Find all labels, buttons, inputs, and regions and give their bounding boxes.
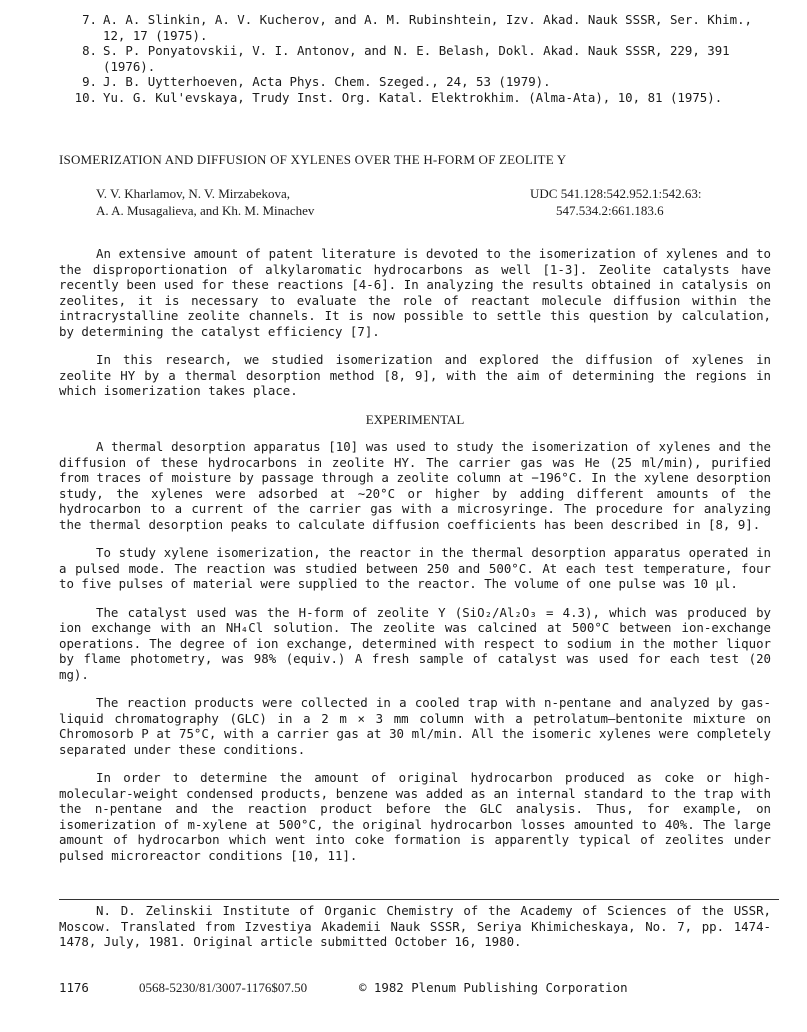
reference-text-continued: (1976). <box>103 58 156 74</box>
page-footer <box>59 980 771 996</box>
article-code: 0568-5230/81/3007-1176$07.50 <box>139 980 308 995</box>
reference-number: 8. <box>82 43 97 58</box>
reference-number: 10. <box>74 89 97 105</box>
footnote <box>59 903 771 950</box>
reference-text: Yu. G. Kul'evskaya, Trudy Inst. Org. Katal. Elektrokhim. (Alma-Ata), 10, 81 (1975). <box>103 89 723 105</box>
body-paragraph: A thermal desorption apparatus [10] was used to study the isomerization of xylenes and the diffusion of these hydrocarbons in zeolite HY. The carrier gas was He (25 ml/min), purified from traces of moisture by passage through a zeolite column at −196°C. In the xylene desorption study, the xylenes were adsorbed at ∼20°C or higher by adding different amounts of the hydrocarbon to a current of the carrier gas with a microsyringe. The procedure for analyzing the thermal desorption peaks to calculate diffusion coefficients has been described in [8, 9]. <box>59 439 771 532</box>
body-paragraph: The catalyst used was the H-form of zeolite Y (SiO₂/Al₂O₃ = 4.3), which was produced by ion exchange with an NH₄Cl solution. The zeolite was calcined at 500°C between ion-exchange operations. The degree of ion exchange, determined with respect to sodium in the mother liquor by flame photometry, was 98% (equiv.) A fresh sample of catalyst was used for each test (20 mg). <box>59 604 771 682</box>
reference-number: 7. <box>82 12 97 27</box>
body-paragraph: To study xylene isomerization, the reactor in the thermal desorption apparatus operated in a pulsed mode. The reaction was studied between 250 and 500°C. At each test temperature, four to five pulses of material were supplied to the reactor. The volume of one pulse was 10 μl. <box>59 545 771 591</box>
reference-number: 9. <box>82 74 97 89</box>
footnote-text: N. D. Zelinskii Institute of Organic Chemistry of the Academy of Sciences of the USSR, Moscow. Translated from Izvestiya Akademii Nauk SSSR, Seriya Khimicheskaya, No. 7, pp. 1474-1478, July, 1981. Original article submitted October 16, 1980. <box>59 903 771 949</box>
reference-item <box>37 74 757 90</box>
reference-item <box>37 90 757 106</box>
author-list <box>96 185 456 219</box>
reference-text: A. A. Slinkin, A. V. Kucherov, and A. M. Rubinshtein, Izv. Akad. Nauk SSSR, Ser. Khim., <box>103 12 753 27</box>
body-paragraph: The reaction products were collected in a cooled trap with n-pentane and analyzed by gas-liquid chromatography (GLC) in a 2 m × 3 mm column with a petrolatum—bentonite mixture on Chromosorb P at 75°C, with a carrier gas at 30 ml/min. All the isomeric xylenes were completely separated under these conditions. <box>59 695 771 757</box>
reference-text: J. B. Uytterhoeven, Acta Phys. Chem. Szeged., 24, 53 (1979). <box>103 74 551 89</box>
reference-text: S. P. Ponyatovskii, V. I. Antonov, and N. E. Belash, Dokl. Akad. Nauk SSSR, 229, 391 <box>103 43 730 58</box>
author-line: V. V. Kharlamov, N. V. Mirzabekova, <box>96 186 291 201</box>
udc-classification <box>530 185 790 219</box>
author-line: A. A. Musagalieva, and Kh. M. Minachev <box>96 203 315 218</box>
article-body <box>59 246 771 876</box>
body-paragraph: In this research, we studied isomerization and explored the diffusion of xylenes in zeolite HY by a thermal desorption method [8, 9], with the aim of determining the regions in which isomerization takes place. <box>59 352 771 398</box>
footnote-divider <box>59 899 779 900</box>
body-paragraph: An extensive amount of patent literature is devoted to the isomerization of xylenes and to the disproportionation of alkylaromatic hydrocarbons as well [1-3]. Zeolite catalysts have recently been used for these reactions [4-6]. In analyzing the results obtained in catalysis on zeolites, it is necessary to evaluate the role of reactant molecule diffusion within the intracrystalline zeolite channels. It is now possible to settle this question by calculation, by determining the catalyst efficiency [7]. <box>59 246 771 339</box>
reference-list <box>37 12 757 105</box>
page-number: 1176 <box>59 980 89 995</box>
body-paragraph: In order to determine the amount of original hydrocarbon produced as coke or high-molecular-weight condensed products, benzene was added as an internal standard to the trap with the n-pentane and the reaction product before the GLC analysis. Thus, for example, on isomerization of m-xylene at 500°C, the original hydrocarbon losses amounted to 40%. The large amount of hydrocarbon which went into coke formation is apparently typical of zeolites under pulsed microreactor conditions [10, 11]. <box>59 770 771 863</box>
article-title: ISOMERIZATION AND DIFFUSION OF XYLENES OVER THE H-FORM OF ZEOLITE Y <box>59 152 567 167</box>
section-heading: EXPERIMENTAL <box>365 411 465 427</box>
publisher-notice: © 1982 Plenum Publishing Corporation <box>359 980 628 995</box>
reference-item <box>37 43 757 74</box>
reference-text-continued: 12, 17 (1975). <box>103 27 208 43</box>
udc-line: UDC 541.128:542.952.1:542.63: <box>530 186 702 201</box>
udc-line: 547.534.2:661.183.6 <box>556 203 664 218</box>
reference-item <box>37 12 757 43</box>
